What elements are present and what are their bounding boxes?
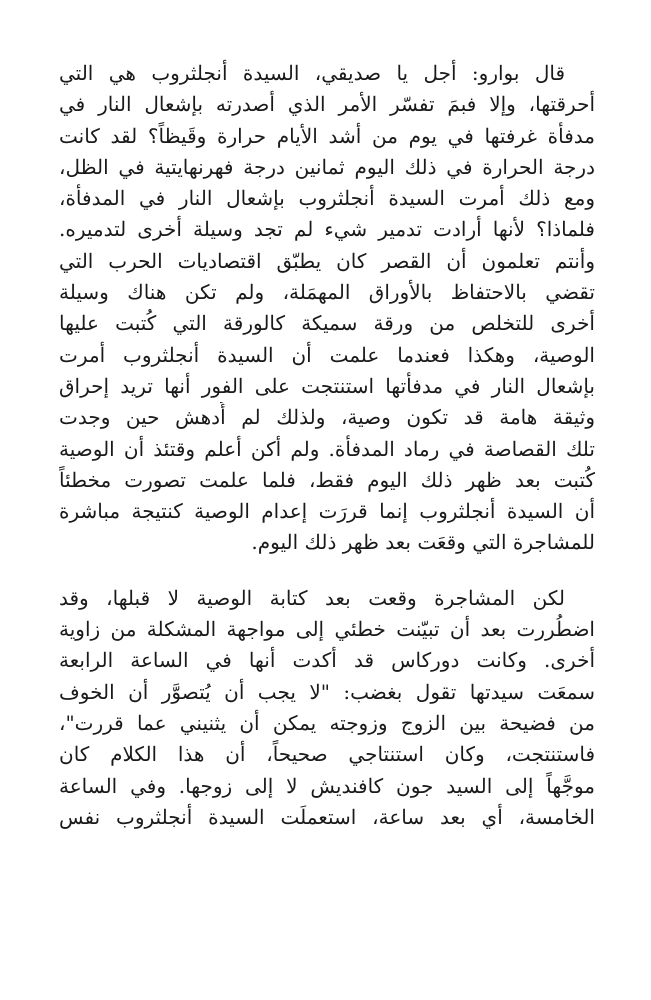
text-line: اضطُررت بعد أن تبيّنت خطئي إلى مواجهة المشكلة من زاوية [59, 617, 595, 642]
text-line: تلك القصاصة في رماد المدفأة. ولم أكن أعلم وقتئذ أن الوصية [59, 436, 595, 461]
text-line: سمعَت سيدتها تقول بغضب: "لا يجب أن يُتصوَّر أن الخوف [59, 679, 595, 704]
text-line: من فضيحة بين الزوج وزوجته يمكن أن يثنيني عما قررت"، [59, 710, 595, 735]
paragraph-1 [59, 58, 595, 559]
text-line: لكن المشاجرة وقعت بعد كتابة الوصية لا قبلها، وقد [59, 585, 565, 610]
text-line: أن السيدة أنجلثروب إنما قررَت إعدام الوصية كنتيجة مباشرة [59, 499, 595, 524]
paragraph-spacer [59, 559, 595, 583]
text-line: مدفأة غرفتها في يوم من أشد الأيام حرارة وقَيظاً؟ لقد كانت [59, 123, 595, 148]
text-line: وأنتم تعلمون أن القصر كان يطبّق اقتصاديات الحرب التي [59, 248, 595, 273]
text-line: الوصية، وهكذا فعندما علمت أن السيدة أنجلثروب أمرت [59, 342, 595, 367]
text-line: فلماذا؟ لأنها أرادت تدمير شيء لم تجد وسيلة أخرى لتدميره. [59, 217, 595, 242]
text-line: أحرقتها، وإلا فبمَ تفسّر الأمر الذي أصدرته بإشعال النار في [59, 92, 595, 117]
text-line: فاستنتجت، وكان استنتاجي صحيحاً، أن هذا الكلام كان [59, 742, 595, 767]
text-line: ومع ذلك أمرت السيدة أنجلثروب بإشعال النار في المدفأة، [59, 186, 595, 211]
text-line: الخامسة، أي بعد ساعة، استعملَت السيدة أنجلثروب نفس [59, 804, 595, 829]
text-line: أخرى. وكانت دوركاس قد أكدت أنها في الساعة الرابعة [59, 648, 595, 673]
book-page [59, 58, 595, 833]
text-line: موجَّهاً إلى السيد جون كافنديش لا إلى زوجها. وفي الساعة [59, 773, 595, 798]
text-line: قال بوارو: أجل يا صديقي، السيدة أنجلثروب هي التي [59, 61, 565, 85]
text-line: درجة الحرارة في ذلك اليوم ثمانين درجة فهرنهايتية في الظل، [59, 154, 595, 179]
paragraph-2 [59, 583, 595, 833]
text-line: كُتبت بعد ظهر ذلك اليوم فقط، فلما علمت تصورت مخطئاً [59, 467, 595, 492]
text-line: وثيقة هامة قد تكون وصية، ولذلك لم أُدهش حين وجدت [59, 405, 595, 430]
text-line: تقضي بالاحتفاظ بالأوراق المهمَلة، ولم تكن هناك وسيلة [59, 280, 595, 305]
text-line: بإشعال النار في مدفأتها استنتجت على الفور أنها تريد إحراق [59, 373, 595, 398]
text-line: للمشاجرة التي وقعَت بعد ظهر ذلك اليوم. [251, 530, 595, 555]
text-line: أخرى للتخلص من ورقة سميكة كالورقة التي كُتبت عليها [59, 311, 595, 336]
